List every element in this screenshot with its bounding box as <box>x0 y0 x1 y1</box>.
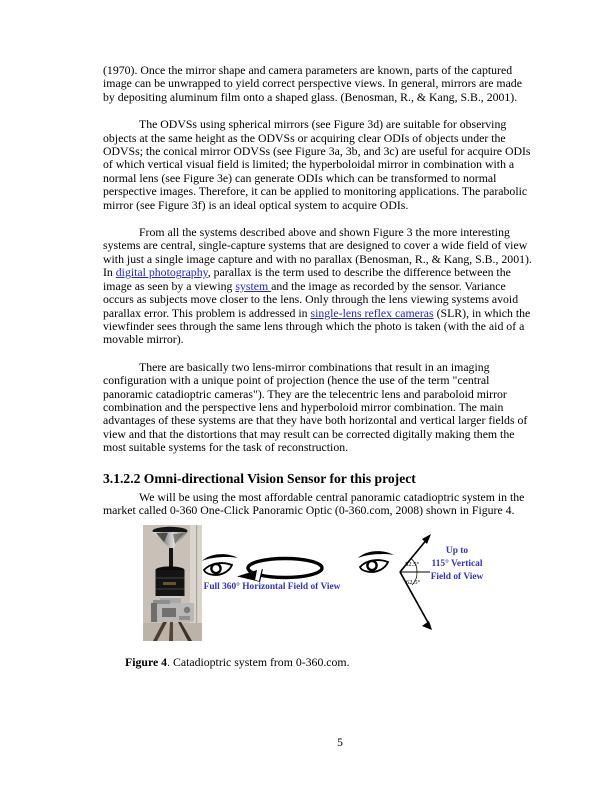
link-single-lens-reflex-cameras[interactable]: single-lens reflex cameras <box>310 305 434 320</box>
figure-4 <box>103 525 533 643</box>
link-system[interactable]: system <box>235 278 272 293</box>
paragraph-4: There are basically two lens-mirror combinations that result in an imaging configuration with a unique point of projection (hence the use of the term "central panoramic catadioptric cameras"). They are the telecentric lens and paraboloid mirror combination and the perspective lens and hyperboloid mirror combination. The main advantages of these systems are that they have both horizontal and vertical larger fields of view and that the distortions that may result can be corrected digitally making them the most suitable systems for the task of reconstruction. <box>103 359 528 455</box>
vertical-fov-label-line1: Up to <box>445 546 469 557</box>
page-content <box>103 64 533 670</box>
paragraph-3-text-1: From all the systems described above and shown Figure 3 the more interesting systems are central, single-capture systems that are designed to cover a wide field of view with just a single image capture and with no parallax (Benosman, R., & Kang, S.B., 2001). In <box>103 225 532 280</box>
vertical-fov-label <box>421 545 493 584</box>
catadioptric-camera-photo <box>143 525 202 641</box>
figure-caption <box>125 656 533 669</box>
angle-label-lower: 62.5° <box>406 579 421 587</box>
figure-caption-label: Figure 4 <box>125 655 168 670</box>
vertical-fov-label-line2: 115° Vertical <box>431 559 483 570</box>
angle-label-upper: 52.5° <box>405 561 420 569</box>
horizontal-fov-label: Full 360° Horizontal Field of View <box>203 582 341 593</box>
page-number: 5 <box>337 737 343 749</box>
paragraph-3 <box>103 226 533 347</box>
horizontal-fov-diagram <box>199 549 333 585</box>
section-heading: 3.1.2.2 Omni-directional Vision Sensor for this project <box>103 470 416 486</box>
figure-caption-text: . Catadioptric system from 0-360.com. <box>167 655 350 670</box>
rotation-arrow-icon <box>237 559 322 583</box>
vertical-fov-label-line3: Field of View <box>430 572 484 583</box>
eye-icon <box>202 555 238 576</box>
paragraph-3-text-2: , parallax is the term used to describe the difference between the image as seen by a viewing <box>103 265 511 293</box>
paragraph-1: (1970). Once the mirror shape and camera parameters are known, parts of the captured image can be unwrapped to yield correct perspective views. In general, mirrors are made by depositing aluminum film onto a shaped glass. (Benosman, R., & Kang, S.B., 2001). <box>103 63 522 104</box>
paragraph-3-text-4: (SLR), in which the viewfinder sees through the same lens through which the photo is taken (with the aid of a movable mirror). <box>103 305 531 347</box>
link-digital-photography[interactable]: digital photography <box>115 265 208 280</box>
paragraph-5: We will be using the most affordable central panoramic catadioptric system in the market called 0-360 One-Click Panoramic Optic (0-360.com, 2008) shown in Figure 4. <box>103 489 525 517</box>
paragraph-2: The ODVSs using spherical mirrors (see Figure 3d) are suitable for observing objects at the same height as the ODVSs or acquiring clear ODIs of objects under the ODVSs; the conical mirror ODVSs (see Figure 3a, 3b, and 3c) are useful for acquire ODIs of which vertical visual field is limited; the hyperboloidal mirror in combination with a normal lens (see Figure 3e) can generate ODIs which can be transformed to normal perspective images. Therefore, it can be applied to monitoring applications. The parabolic mirror (see Figure 3f) is an ideal optical system to acquire ODIs. <box>103 117 531 212</box>
eye-icon <box>358 552 394 573</box>
paragraph-3-text-3: and the image as recorded by the sensor. Variance occurs as subjects move closer to the lens. Only through the lens viewing systems avoid parallax error. This problem is addressed in <box>103 278 519 320</box>
